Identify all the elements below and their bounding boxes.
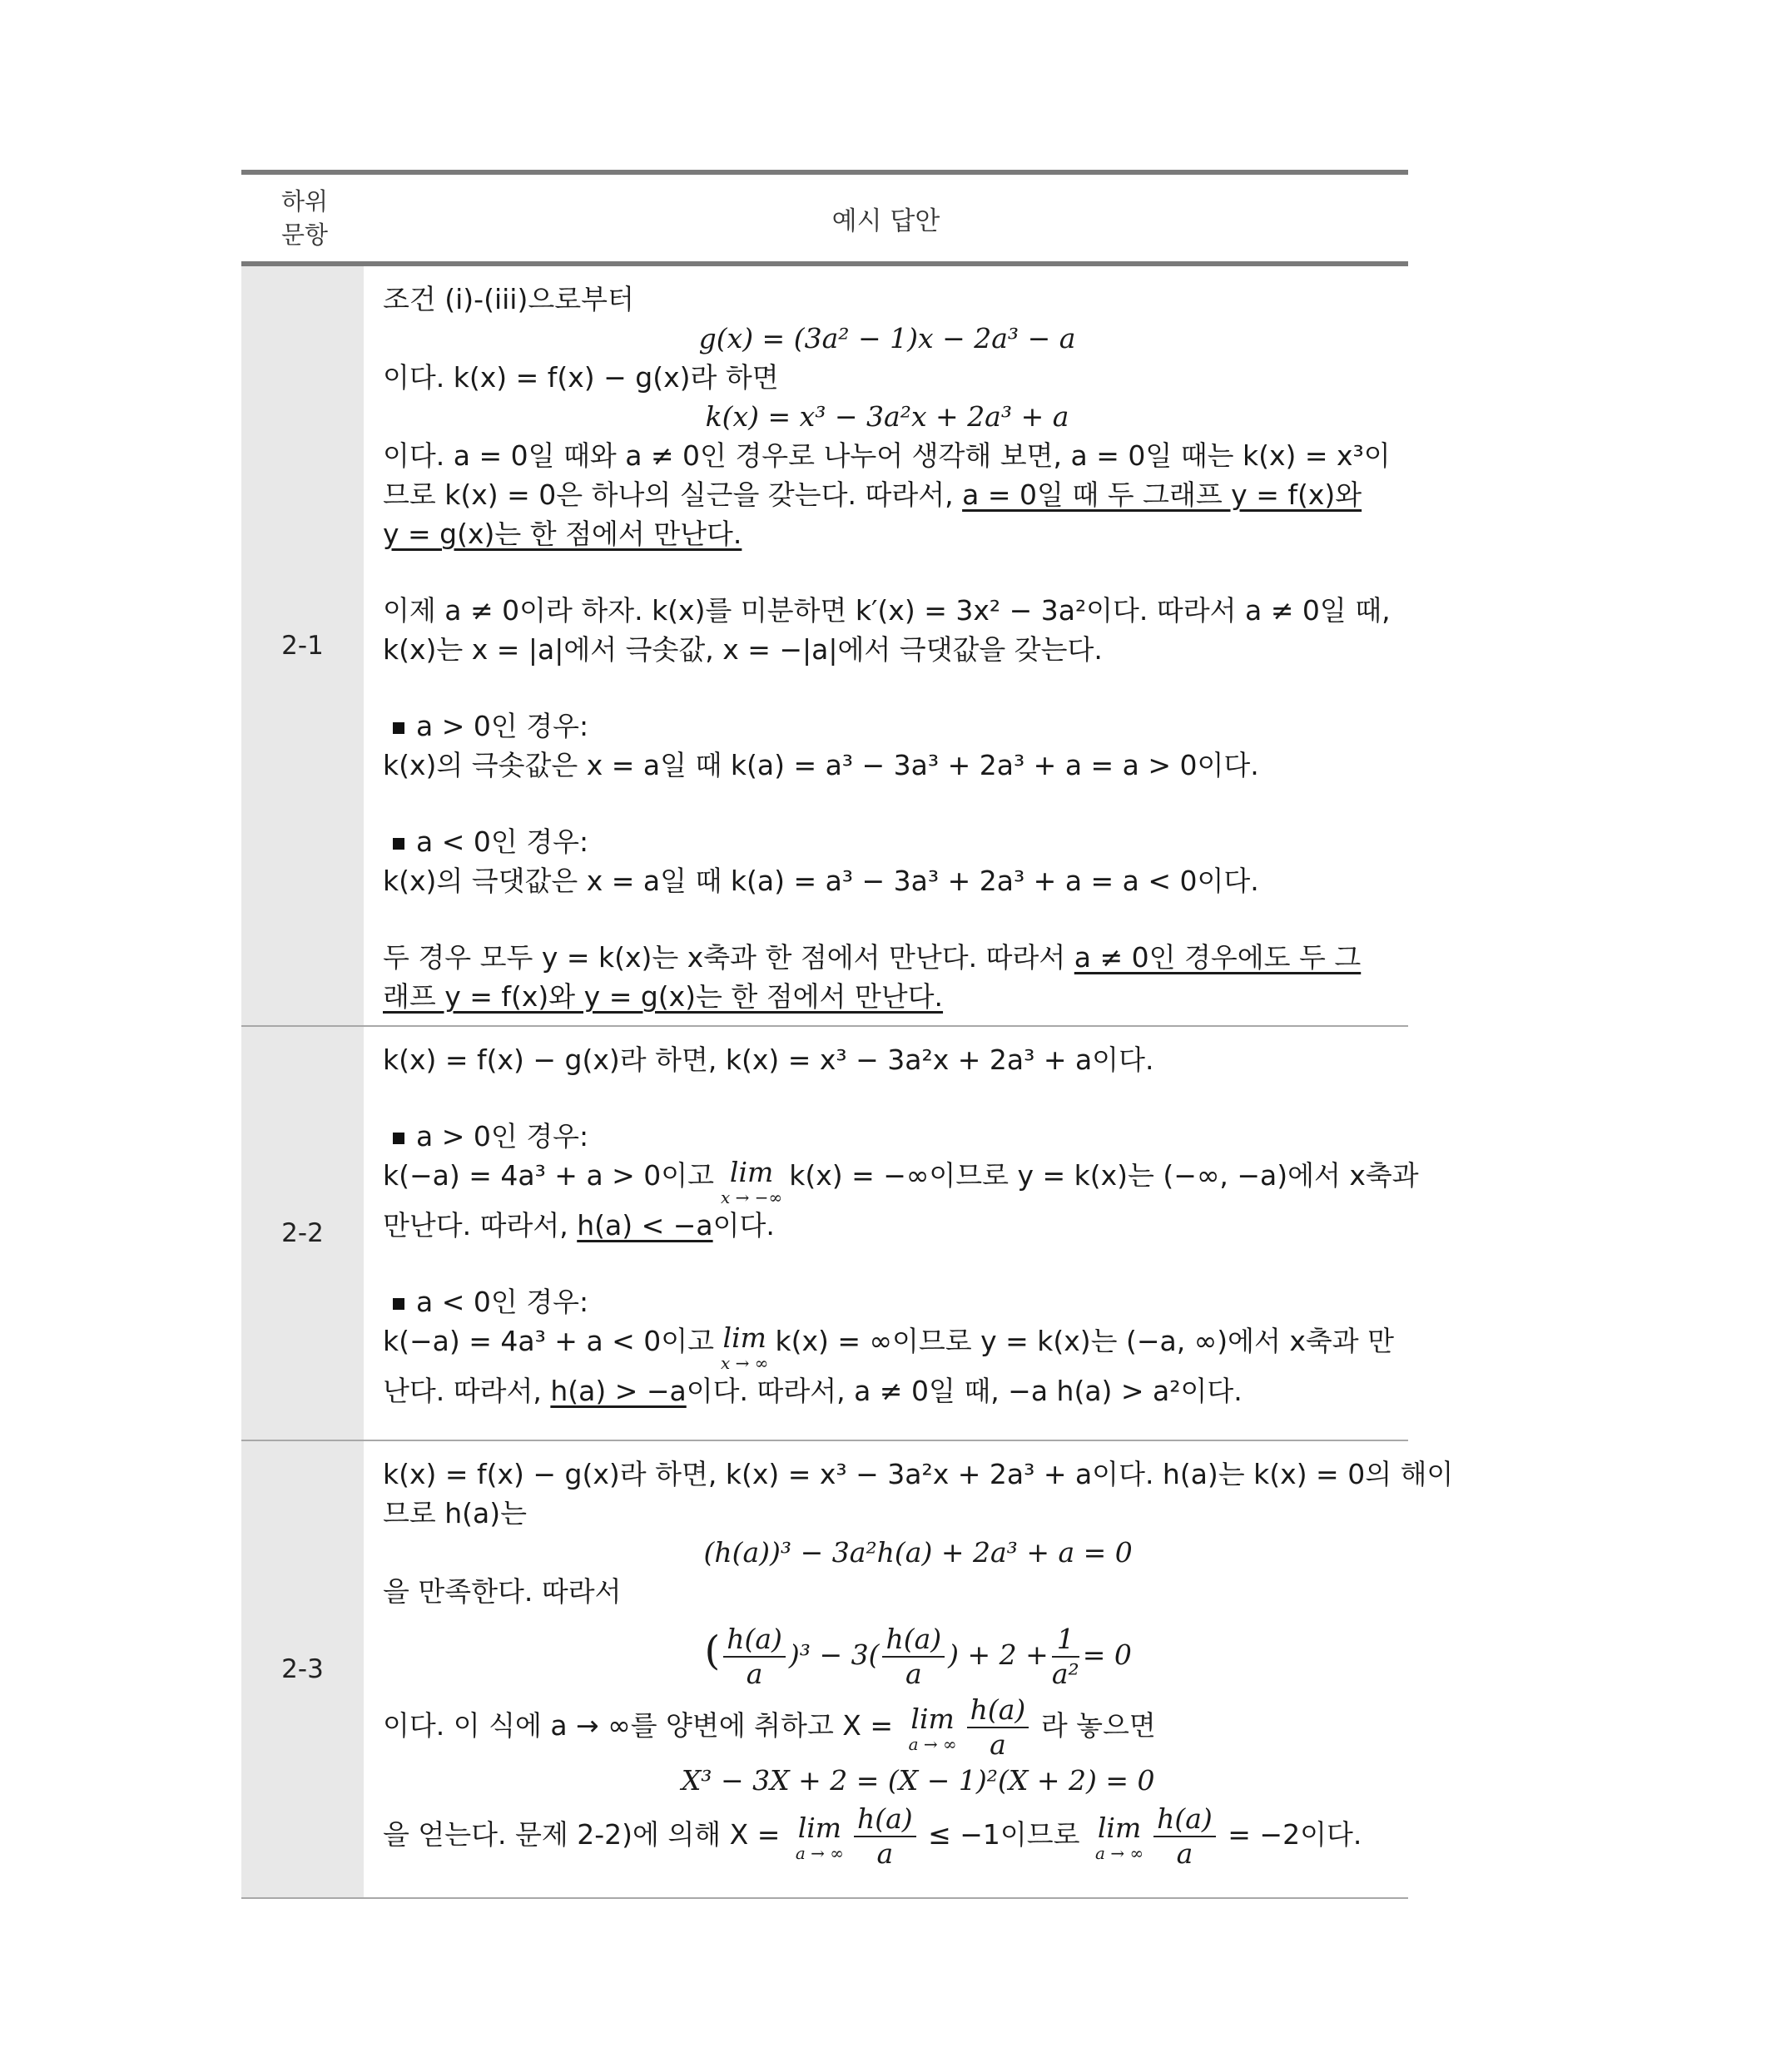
text-span: = −2이다. [1228,1818,1362,1851]
text-line: k(x)의 극댓값은 x = a일 때 k(a) = a³ − 3a³ + 2a³ + a = a < 0이다. [383,865,1259,897]
text-line: 을 만족한다. 따라서 [383,1575,622,1608]
underlined-conclusion: a ≠ 0인 경우에도 두 그 [1074,941,1362,974]
square-bullet-icon [393,838,404,850]
row-label: 2-2 [241,1027,364,1440]
case-label: a > 0인 경우: [416,1120,589,1152]
fraction: $\frac{h(a)}{a}$ [967,1693,1029,1762]
limit-operator: lim a → ∞ [795,1811,844,1863]
case-label: a < 0인 경우: [416,825,589,858]
table-row [241,1027,1419,1440]
text-line: 이다. a = 0일 때와 a ≠ 0인 경우로 나누어 생각해 보면, a = 0일 때는 k(x) = x³이 [383,439,1391,472]
case-bullet [393,706,1391,746]
case-label: a > 0인 경우: [416,710,589,742]
fraction: $\frac{h(a)}{a}$ [1153,1802,1216,1871]
text-span: 이다. 따라서, a ≠ 0일 때, −a h(a) > a²이다. [686,1375,1243,1407]
text-span: 이다. [712,1209,775,1242]
case-label: a < 0인 경우: [416,1286,589,1318]
fraction: $\frac{h(a)}{a}$ [882,1623,945,1691]
fraction: $\frac{h(a)}{a}$ [854,1802,916,1871]
limit-operator: lim a → ∞ [908,1702,957,1754]
underlined-conclusion: h(a) > −a [550,1375,687,1407]
square-bullet-icon [393,722,404,734]
underlined-conclusion: y = g(x)는 한 점에서 만난다. [383,518,742,550]
case-bullet [393,822,1391,861]
text-line [383,1321,1419,1371]
row-body [364,266,1408,1025]
header-sub-label [241,185,364,251]
text-span: k(x) = ∞이므로 y = k(x)는 (−a, ∞)에서 x축과 만 [775,1325,1395,1357]
equation: X³ − 3X + 2 = (X − 1)²(X + 2) = 0 [681,1764,1155,1797]
limit-operator: lim a → ∞ [1095,1811,1144,1863]
text-line: k(x) = f(x) − g(x)라 하면, k(x) = x³ − 3a²x + 2a³ + a이다. h(a)는 k(x) = 0의 해이 [383,1458,1454,1490]
text-line [383,938,1391,977]
equation: ( $\frac{h(a)}{a}$ )³ − 3( $\frac{h(a)}{a}$ ) + 2 + $\frac{1}{\text{a²}}$ = 0 [704,1623,1132,1690]
answer-table [241,170,1454,1899]
text-span: 만난다. 따라서, [383,1209,578,1242]
text-line: 조건 (i)-(iii)으로부터 [383,283,634,315]
text-line [383,1156,1419,1206]
text-line: k(x) = f(x) − g(x)라 하면, k(x) = x³ − 3a²x + 2a³ + a이다. [383,1043,1154,1076]
header-sub-label-line: 문항 [281,221,329,249]
text-line [383,1800,1453,1870]
text-line [383,1206,1419,1245]
bottom-rule [241,1897,1408,1899]
text-span: 난다. 따라서, [383,1375,551,1407]
text-line [383,1691,1453,1761]
table-row [241,266,1408,1025]
text-line: k(x)는 x = |a|에서 극솟값, x = −|a|에서 극댓값을 갖는다. [383,633,1103,666]
underlined-conclusion: a = 0일 때 두 그래프 y = f(x)와 [962,478,1362,511]
text-span: ≤ −1이므로 [928,1818,1080,1851]
text-line: k(x)의 극솟값은 x = a일 때 k(a) = a³ − 3a³ + 2a³ + a = a > 0이다. [383,749,1259,781]
text-span: 을 얻는다. 문제 2-2)에 의해 X = [383,1818,781,1851]
text-span: 라 놓으면 [1040,1709,1156,1742]
limit-operator: lim x → ∞ [721,1321,769,1373]
limit-operator: lim x → −∞ [721,1156,783,1207]
square-bullet-icon [393,1298,404,1310]
table-row [241,1441,1454,1897]
header-sub-label-line: 하위 [281,187,329,216]
case-bullet [393,1282,1419,1321]
text-span: 두 경우 모두 y = k(x)는 x축과 한 점에서 만난다. 따라서 [383,941,1074,974]
text-line: 므로 h(a)는 [383,1497,528,1529]
equation: (h(a))³ − 3a²h(a) + 2a³ + a = 0 [703,1536,1133,1569]
fraction: $\frac{1}{\text{a²}}$ [1051,1623,1079,1690]
text-line [383,1371,1419,1410]
text-span: k(−a) = 4a³ + a < 0이고 [383,1325,715,1357]
underlined-conclusion: h(a) < −a [577,1209,713,1242]
text-line: 이다. k(x) = f(x) − g(x)라 하면 [383,361,779,394]
text-span: 이다. 이 식에 a → ∞를 양변에 취하고 X = [383,1709,894,1742]
row-label: 2-1 [241,266,364,1025]
square-bullet-icon [393,1133,404,1144]
row-label: 2-3 [241,1441,364,1897]
equation: g(x) = (3a² − 1)x − 2a³ − a [698,322,1076,354]
text-line: 이제 a ≠ 0이라 하자. k(x)를 미분하면 k′(x) = 3x² − 3a²이다. 따라서 a ≠ 0일 때, [383,594,1391,627]
text-span: 므로 k(x) = 0은 하나의 실근을 갖는다. 따라서, [383,478,963,511]
case-bullet [393,1117,1419,1156]
header-answer-label: 예시 답안 [831,206,940,236]
fraction: $\frac{h(a)}{a}$ [723,1623,786,1691]
underlined-conclusion: 래프 y = f(x)와 y = g(x)는 한 점에서 만난다. [383,980,944,1013]
row-body [364,1027,1436,1440]
text-span: k(x) = −∞이므로 y = k(x)는 (−∞, −a)에서 x축과 [789,1159,1419,1192]
text-line [383,475,1391,514]
text-span: k(−a) = 4a³ + a > 0이고 [383,1159,715,1192]
row-body [364,1441,1470,1897]
equation: k(x) = x³ − 3a²x + 2a³ + a [705,400,1069,433]
table-header [241,175,1408,261]
